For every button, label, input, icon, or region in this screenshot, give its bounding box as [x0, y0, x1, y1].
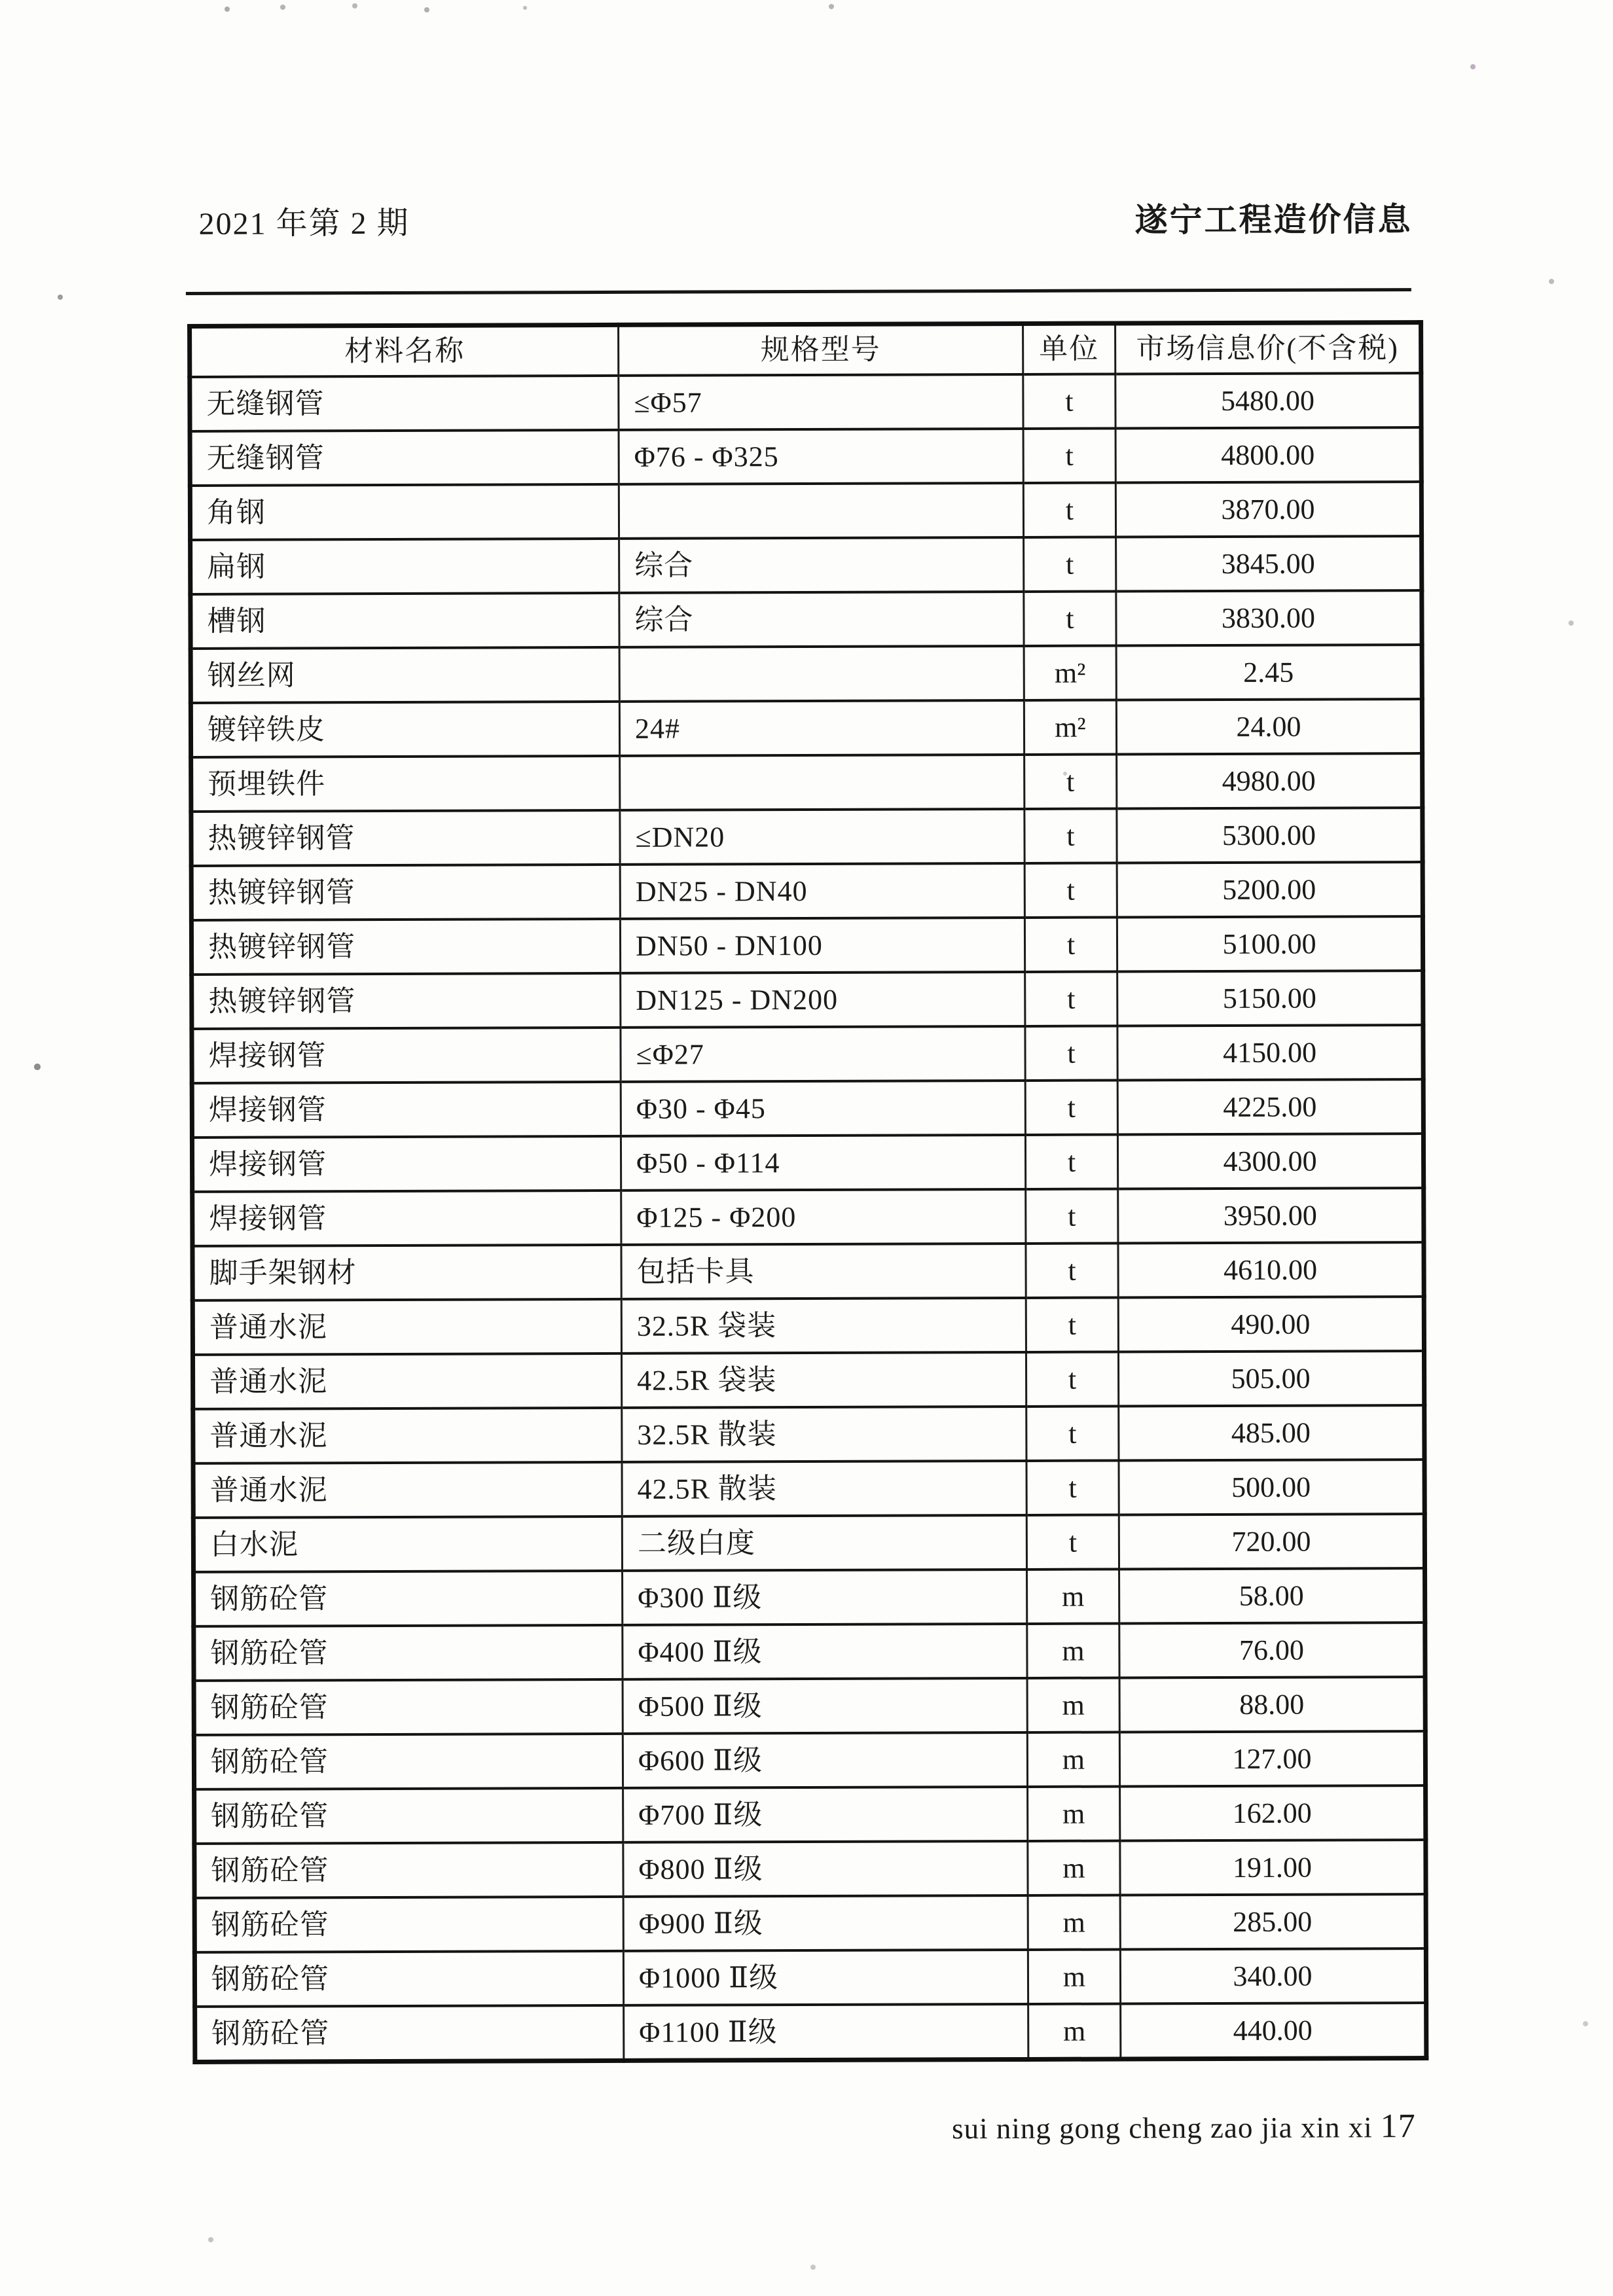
- spec-cell: DN25 - DN40: [620, 863, 1024, 919]
- unit-cell: t: [1026, 1244, 1118, 1298]
- material-name-cell: 钢丝网: [190, 647, 619, 703]
- material-name-cell: 无缝钢管: [190, 430, 619, 486]
- table-header-row: [190, 323, 1421, 377]
- price-cell: 2.45: [1116, 645, 1422, 700]
- spec-cell: 包括卡具: [621, 1244, 1026, 1299]
- price-table-body: [190, 373, 1426, 2062]
- spec-cell: [619, 483, 1023, 539]
- material-name-cell: 钢筋砼管: [194, 1951, 623, 2007]
- unit-cell: t: [1026, 1407, 1119, 1461]
- price-cell: 5150.00: [1117, 971, 1423, 1026]
- unit-cell: t: [1023, 374, 1115, 429]
- table-row: [192, 1134, 1423, 1192]
- scan-noise: [0, 0, 3, 3]
- material-name-cell: 扁钢: [190, 539, 619, 594]
- unit-cell: t: [1024, 809, 1117, 863]
- unit-cell: m: [1028, 1895, 1120, 1950]
- price-cell: 76.00: [1119, 1623, 1425, 1677]
- table-row: [191, 862, 1423, 920]
- table-row: [194, 1731, 1425, 1789]
- material-name-cell: 热镀锌钢管: [191, 865, 620, 920]
- spec-cell: DN125 - DN200: [621, 972, 1025, 1028]
- price-cell: 505.00: [1118, 1351, 1424, 1406]
- price-cell: 162.00: [1120, 1785, 1426, 1840]
- unit-cell: m: [1027, 1570, 1119, 1624]
- issue-label: 2021 年第 2 期: [198, 206, 410, 242]
- unit-cell: t: [1025, 972, 1117, 1026]
- header-rule: [186, 288, 1411, 295]
- table-row: [193, 1514, 1424, 1572]
- material-name-cell: 焊接钢管: [192, 1136, 621, 1192]
- unit-cell: t: [1025, 1135, 1117, 1189]
- spec-cell: Φ30 - Φ45: [621, 1081, 1025, 1136]
- table-row: [192, 1297, 1424, 1355]
- unit-cell: m: [1028, 1950, 1120, 2004]
- material-name-cell: 角钢: [190, 484, 619, 540]
- table-row: [194, 1948, 1426, 2007]
- price-cell: 58.00: [1119, 1568, 1425, 1623]
- table-row: [191, 916, 1423, 975]
- unit-cell: m: [1027, 1624, 1119, 1678]
- material-name-cell: 钢筋砼管: [194, 1842, 623, 1898]
- spec-cell: Φ50 - Φ114: [621, 1135, 1025, 1191]
- unit-cell: m: [1028, 2003, 1121, 2059]
- column-header-unit: 单位: [1023, 323, 1115, 374]
- price-cell: 3830.00: [1116, 590, 1422, 645]
- unit-cell: t: [1024, 863, 1117, 918]
- table-row: [194, 1894, 1426, 1952]
- unit-cell: t: [1026, 1461, 1119, 1515]
- table-row: [190, 536, 1422, 594]
- price-cell: 4150.00: [1117, 1025, 1423, 1080]
- material-name-cell: 钢筋砼管: [194, 1571, 623, 1626]
- table-row: [190, 645, 1422, 703]
- table-row: [190, 699, 1422, 757]
- spec-cell: Φ76 - Φ325: [619, 429, 1023, 484]
- column-header-material-name: 材料名称: [190, 325, 619, 377]
- table-row: [191, 753, 1423, 812]
- price-cell: 191.00: [1120, 1840, 1426, 1895]
- spec-cell: Φ1000 Ⅱ级: [623, 1950, 1028, 2005]
- table-row: [190, 427, 1421, 486]
- unit-cell: t: [1024, 592, 1116, 646]
- material-name-cell: 焊接钢管: [192, 1028, 621, 1083]
- spec-cell: 二级白度: [622, 1515, 1026, 1571]
- spec-cell: 综合: [619, 537, 1024, 593]
- material-name-cell: 热镀锌钢管: [192, 973, 621, 1029]
- price-cell: 720.00: [1119, 1514, 1424, 1569]
- material-name-cell: 普通水泥: [192, 1354, 621, 1409]
- spec-cell: Φ900 Ⅱ级: [623, 1895, 1028, 1951]
- spec-cell: ≤DN20: [620, 809, 1024, 865]
- price-cell: 127.00: [1119, 1731, 1425, 1786]
- unit-cell: t: [1023, 429, 1115, 483]
- spec-cell: Φ400 Ⅱ级: [623, 1624, 1027, 1679]
- material-name-cell: 白水泥: [193, 1516, 622, 1572]
- spec-cell: 24#: [619, 700, 1024, 756]
- spec-cell: Φ125 - Φ200: [621, 1189, 1026, 1245]
- unit-cell: t: [1023, 483, 1115, 537]
- price-cell: 4300.00: [1117, 1134, 1423, 1189]
- table-row: [192, 1079, 1423, 1138]
- table-row: [190, 373, 1421, 431]
- table-row: [192, 1025, 1423, 1083]
- material-name-cell: 钢筋砼管: [194, 1625, 623, 1681]
- unit-cell: m: [1028, 1787, 1120, 1841]
- table-row: [192, 1242, 1424, 1300]
- column-header-market-price: 市场信息价(不含税): [1115, 323, 1421, 374]
- unit-cell: t: [1026, 1352, 1118, 1407]
- material-name-cell: 镀锌铁皮: [190, 702, 619, 757]
- unit-cell: t: [1025, 1026, 1117, 1081]
- table-row: [193, 1460, 1424, 1518]
- table-row: [192, 971, 1423, 1029]
- price-cell: 5300.00: [1117, 808, 1423, 863]
- material-name-cell: 焊接钢管: [192, 1082, 621, 1138]
- price-cell: 5200.00: [1117, 862, 1423, 917]
- unit-cell: t: [1026, 1515, 1119, 1570]
- spec-cell: 42.5R 散装: [622, 1461, 1026, 1516]
- price-cell: 24.00: [1116, 699, 1422, 754]
- spec-cell: Φ300 Ⅱ级: [623, 1570, 1027, 1625]
- unit-cell: t: [1025, 1081, 1117, 1135]
- price-cell: 500.00: [1119, 1460, 1424, 1515]
- material-price-table: [187, 320, 1428, 2064]
- table-row: [194, 1677, 1425, 1735]
- material-name-cell: 预埋铁件: [191, 756, 620, 812]
- table-row: [194, 1623, 1425, 1681]
- unit-cell: t: [1026, 1189, 1118, 1244]
- material-name-cell: 普通水泥: [193, 1462, 622, 1518]
- table-row: [192, 1188, 1424, 1246]
- price-cell: 5480.00: [1115, 373, 1421, 428]
- price-cell: 5100.00: [1117, 916, 1423, 971]
- material-name-cell: 槽钢: [190, 593, 619, 649]
- price-cell: 3845.00: [1116, 536, 1422, 591]
- spec-cell: Φ500 Ⅱ级: [623, 1678, 1027, 1734]
- unit-cell: t: [1024, 755, 1117, 809]
- price-cell: 3950.00: [1118, 1188, 1424, 1243]
- spec-cell: [620, 755, 1024, 810]
- price-cell: 88.00: [1119, 1677, 1425, 1732]
- spec-cell: Φ600 Ⅱ级: [623, 1732, 1027, 1788]
- unit-cell: t: [1024, 537, 1116, 592]
- unit-cell: t: [1024, 918, 1117, 972]
- table-row: [194, 1840, 1426, 1898]
- price-cell: 4980.00: [1117, 753, 1423, 808]
- spec-cell: Φ800 Ⅱ级: [623, 1841, 1028, 1897]
- spec-cell: ≤Φ57: [619, 374, 1023, 430]
- material-name-cell: 钢筋砼管: [194, 1734, 623, 1789]
- material-name-cell: 钢筋砼管: [194, 1679, 623, 1735]
- material-name-cell: 热镀锌钢管: [191, 919, 620, 975]
- table-row: [194, 1568, 1425, 1626]
- spec-cell: 综合: [619, 592, 1024, 647]
- table-row: [193, 1405, 1424, 1463]
- price-cell: 285.00: [1120, 1894, 1426, 1949]
- unit-cell: m²: [1024, 646, 1116, 700]
- spec-cell: ≤Φ27: [621, 1026, 1025, 1082]
- spec-cell: [619, 646, 1024, 702]
- material-name-cell: 钢筋砼管: [194, 1788, 623, 1844]
- material-name-cell: 普通水泥: [193, 1408, 622, 1463]
- table-row: [191, 808, 1423, 866]
- price-cell: 490.00: [1118, 1297, 1424, 1352]
- material-name-cell: 热镀锌钢管: [191, 810, 620, 866]
- table-row: [192, 1351, 1424, 1409]
- material-name-cell: 普通水泥: [192, 1299, 621, 1355]
- price-cell: 340.00: [1120, 1948, 1426, 2003]
- price-cell: 440.00: [1121, 2003, 1426, 2059]
- table-row: [194, 1785, 1426, 1844]
- table-row: [190, 590, 1422, 649]
- spec-cell: DN50 - DN100: [620, 918, 1024, 973]
- spec-cell: 32.5R 散装: [622, 1407, 1026, 1462]
- spec-cell: Φ700 Ⅱ级: [623, 1787, 1028, 1842]
- price-cell: 3870.00: [1115, 482, 1421, 537]
- unit-cell: t: [1026, 1298, 1118, 1352]
- unit-cell: m: [1028, 1841, 1120, 1895]
- material-name-cell: 钢筋砼管: [195, 2005, 624, 2062]
- footer-romanization: sui ning gong cheng zao jia xin xi: [951, 2111, 1373, 2145]
- price-cell: 4800.00: [1115, 427, 1421, 482]
- unit-cell: m: [1027, 1678, 1119, 1732]
- price-cell: 485.00: [1119, 1405, 1424, 1460]
- material-name-cell: 脚手架钢材: [192, 1245, 621, 1300]
- spec-cell: 32.5R 袋装: [621, 1298, 1026, 1354]
- price-cell: 4225.00: [1117, 1079, 1423, 1134]
- publication-title: 遂宁工程造价信息: [1134, 201, 1413, 239]
- table-row: [195, 2003, 1426, 2062]
- spec-cell: Φ1100 Ⅱ级: [624, 2004, 1028, 2060]
- unit-cell: m²: [1024, 700, 1116, 755]
- material-name-cell: 无缝钢管: [190, 376, 619, 431]
- page-footer: [952, 2107, 1416, 2147]
- price-cell: 4610.00: [1118, 1242, 1424, 1297]
- material-name-cell: 钢筋砼管: [194, 1897, 623, 1952]
- unit-cell: m: [1027, 1732, 1119, 1787]
- page-number: 17: [1380, 2108, 1416, 2145]
- material-name-cell: 焊接钢管: [192, 1191, 621, 1246]
- table-row: [190, 482, 1421, 540]
- spec-cell: 42.5R 袋装: [621, 1352, 1026, 1408]
- column-header-spec-model: 规格型号: [619, 323, 1023, 375]
